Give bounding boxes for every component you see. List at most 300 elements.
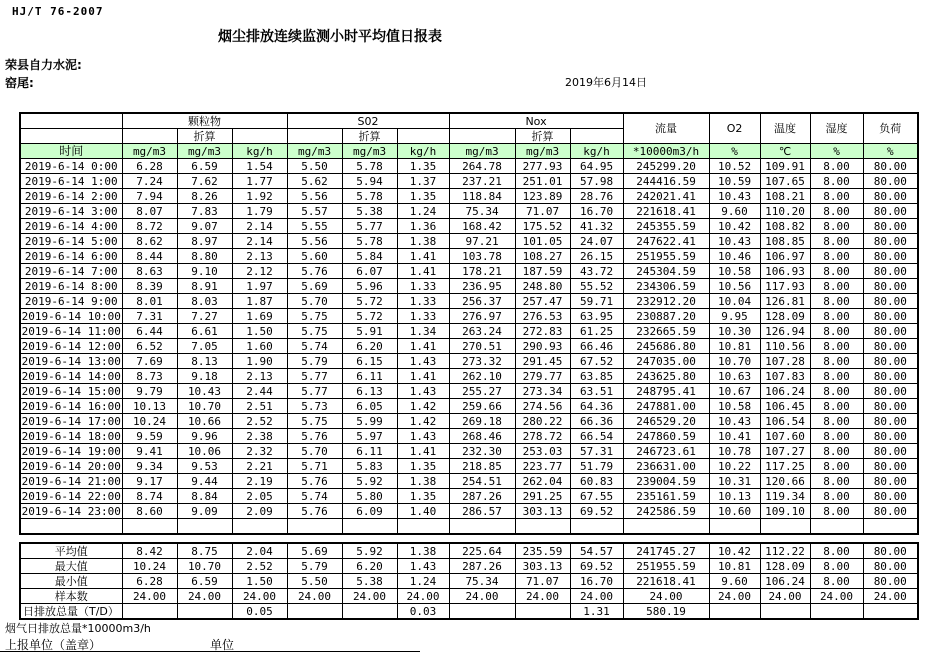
value-cell: 28.76	[570, 189, 623, 204]
value-cell: 276.53	[515, 309, 570, 324]
value-cell: 5.57	[287, 204, 342, 219]
value-cell: 7.05	[177, 339, 232, 354]
value-cell: 232912.20	[623, 294, 709, 309]
value-cell: 9.95	[709, 309, 760, 324]
time-cell: 2019-6-14 14:00	[21, 369, 121, 383]
value-cell: 6.11	[342, 444, 397, 459]
value-cell: 1.38	[397, 234, 449, 249]
value-cell: 109.10	[760, 504, 810, 519]
value-cell: 1.54	[232, 159, 287, 174]
value-cell: 5.38	[342, 204, 397, 219]
summary-value-cell: 69.52	[570, 559, 623, 574]
empty-cell	[177, 519, 232, 535]
value-cell: 110.56	[760, 339, 810, 354]
value-cell: 1.24	[397, 204, 449, 219]
value-cell: 5.76	[287, 429, 342, 444]
value-cell: 9.09	[177, 504, 232, 519]
summary-label: 平均值	[20, 543, 122, 559]
value-cell: 1.42	[397, 399, 449, 414]
value-cell: 1.43	[397, 429, 449, 444]
empty-row	[20, 519, 918, 535]
summary-value-cell: 580.19	[623, 604, 709, 620]
summary-value-cell: 1.24	[397, 574, 449, 589]
value-cell: 80.00	[863, 414, 918, 429]
value-cell: 5.80	[342, 489, 397, 504]
header-temperature: 温度	[760, 113, 810, 144]
header-blank	[397, 129, 449, 144]
value-cell: 103.78	[449, 249, 515, 264]
value-cell: 5.76	[287, 504, 342, 519]
value-cell: 80.00	[863, 189, 918, 204]
summary-value-cell	[810, 604, 863, 620]
value-cell: 66.54	[570, 429, 623, 444]
value-cell: 61.25	[570, 324, 623, 339]
value-cell: 120.66	[760, 474, 810, 489]
value-cell: 6.11	[342, 369, 397, 384]
value-cell: 80.00	[863, 309, 918, 324]
summary-value-cell: 24.00	[232, 589, 287, 604]
summary-value-cell: 8.00	[810, 574, 863, 589]
header-blank	[20, 129, 122, 144]
value-cell: 10.22	[709, 459, 760, 474]
value-cell: 55.52	[570, 279, 623, 294]
time-cell: 2019-6-14 17:00	[21, 414, 121, 428]
value-cell: 9.96	[177, 429, 232, 444]
value-cell: 10.66	[177, 414, 232, 429]
summary-value-cell: 71.07	[515, 574, 570, 589]
value-cell: 59.71	[570, 294, 623, 309]
value-cell: 8.00	[810, 204, 863, 219]
time-cell: 2019-6-14 18:00	[21, 429, 121, 443]
value-cell: 6.07	[342, 264, 397, 279]
summary-label: 日排放总量（T/D）	[20, 604, 122, 620]
value-cell: 57.98	[570, 174, 623, 189]
value-cell: 2.38	[232, 429, 287, 444]
value-cell: 236.95	[449, 279, 515, 294]
value-cell: 2.14	[232, 234, 287, 249]
unit-so2-converted-mgm3: mg/m3	[342, 144, 397, 159]
time-cell: 2019-6-14 11:00	[21, 324, 121, 338]
value-cell: 5.78	[342, 159, 397, 174]
value-cell: 80.00	[863, 369, 918, 384]
header-group-nox: Nox	[449, 113, 623, 129]
value-cell: 8.00	[810, 414, 863, 429]
time-cell: 2019-6-14 5:00	[20, 234, 122, 249]
report-date: 2019年6月14日	[565, 76, 647, 89]
summary-value-cell: 24.00	[623, 589, 709, 604]
value-cell: 8.97	[177, 234, 232, 249]
value-cell: 8.00	[810, 429, 863, 444]
unit-label: 单位	[210, 638, 235, 652]
header-blank	[122, 129, 177, 144]
value-cell: 5.77	[342, 219, 397, 234]
value-cell: 10.41	[709, 429, 760, 444]
value-cell: 270.51	[449, 339, 515, 354]
table-row	[20, 279, 918, 294]
header-blank	[570, 129, 623, 144]
empty-cell	[810, 519, 863, 535]
value-cell: 245304.59	[623, 264, 709, 279]
empty-cell	[122, 519, 177, 535]
table-row	[20, 159, 918, 174]
value-cell: 8.07	[122, 204, 177, 219]
time-cell: 2019-6-14 4:00	[20, 219, 122, 234]
value-cell: 8.72	[122, 219, 177, 234]
summary-value-cell: 24.00	[810, 589, 863, 604]
value-cell: 5.83	[342, 459, 397, 474]
value-cell: 1.41	[397, 339, 449, 354]
value-cell: 5.70	[287, 444, 342, 459]
value-cell: 107.60	[760, 429, 810, 444]
unit-nox-mgm3: mg/m3	[449, 144, 515, 159]
summary-value-cell: 0.05	[232, 604, 287, 620]
value-cell: 8.00	[810, 279, 863, 294]
summary-value-cell: 225.64	[449, 543, 515, 559]
value-cell: 106.93	[760, 264, 810, 279]
value-cell: 1.60	[232, 339, 287, 354]
value-cell: 8.00	[810, 384, 863, 399]
value-cell: 10.81	[709, 339, 760, 354]
value-cell: 2.32	[232, 444, 287, 459]
value-cell: 248795.41	[623, 384, 709, 399]
summary-value-cell: 221618.41	[623, 574, 709, 589]
value-cell: 80.00	[863, 384, 918, 399]
company-label: 荣县自力水泥:	[5, 58, 82, 72]
value-cell: 1.69	[232, 309, 287, 324]
value-cell: 10.58	[709, 399, 760, 414]
value-cell: 5.79	[287, 354, 342, 369]
value-cell: 8.84	[177, 489, 232, 504]
value-cell: 106.97	[760, 249, 810, 264]
summary-row	[20, 559, 918, 574]
summary-value-cell: 2.52	[232, 559, 287, 574]
summary-value-cell: 10.24	[122, 559, 177, 574]
value-cell: 235161.59	[623, 489, 709, 504]
table-row	[20, 174, 918, 189]
summary-value-cell: 9.60	[709, 574, 760, 589]
value-cell: 9.18	[177, 369, 232, 384]
value-cell: 9.41	[122, 444, 177, 459]
value-cell: 1.34	[397, 324, 449, 339]
summary-value-cell	[342, 604, 397, 620]
value-cell: 178.21	[449, 264, 515, 279]
value-cell: 8.00	[810, 444, 863, 459]
value-cell: 5.75	[287, 309, 342, 324]
value-cell: 246723.61	[623, 444, 709, 459]
value-cell: 5.56	[287, 189, 342, 204]
value-cell: 269.18	[449, 414, 515, 429]
summary-value-cell: 24.00	[760, 589, 810, 604]
value-cell: 63.51	[570, 384, 623, 399]
time-cell: 2019-6-14 16:00	[21, 399, 121, 413]
time-cell: 2019-6-14 22:00	[21, 489, 121, 503]
summary-value-cell: 24.00	[449, 589, 515, 604]
value-cell: 272.83	[515, 324, 570, 339]
value-cell: 10.78	[709, 444, 760, 459]
value-cell: 10.24	[122, 414, 177, 429]
value-cell: 8.00	[810, 324, 863, 339]
value-cell: 8.00	[810, 159, 863, 174]
value-cell: 6.61	[177, 324, 232, 339]
value-cell: 5.94	[342, 174, 397, 189]
value-cell: 10.58	[709, 264, 760, 279]
value-cell: 232665.59	[623, 324, 709, 339]
table-row	[20, 354, 918, 369]
time-cell: 2019-6-14 12:00	[21, 339, 121, 353]
value-cell: 5.75	[287, 324, 342, 339]
value-cell: 5.71	[287, 459, 342, 474]
empty-cell	[287, 519, 342, 535]
value-cell: 128.09	[760, 309, 810, 324]
value-cell: 8.00	[810, 234, 863, 249]
value-cell: 2.52	[232, 414, 287, 429]
value-cell: 101.05	[515, 234, 570, 249]
value-cell: 1.38	[397, 474, 449, 489]
header-units-row	[20, 144, 918, 159]
value-cell: 97.21	[449, 234, 515, 249]
time-cell: 2019-6-14 21:00	[21, 474, 121, 488]
value-cell: 80.00	[863, 219, 918, 234]
time-cell: 2019-6-14 7:00	[20, 264, 122, 279]
value-cell: 8.01	[122, 294, 177, 309]
value-cell: 1.35	[397, 459, 449, 474]
value-cell: 5.96	[342, 279, 397, 294]
value-cell: 6.15	[342, 354, 397, 369]
value-cell: 1.41	[397, 249, 449, 264]
value-cell: 291.25	[515, 489, 570, 504]
value-cell: 303.13	[515, 504, 570, 519]
value-cell: 43.72	[570, 264, 623, 279]
header-nox-converted: 折算	[515, 129, 570, 144]
summary-value-cell: 112.22	[760, 543, 810, 559]
empty-cell	[449, 519, 515, 535]
summary-value-cell	[863, 604, 918, 620]
summary-value-cell: 5.38	[342, 574, 397, 589]
value-cell: 108.21	[760, 189, 810, 204]
header-group-so2: S02	[287, 113, 449, 129]
value-cell: 107.83	[760, 369, 810, 384]
summary-value-cell: 241745.27	[623, 543, 709, 559]
table-row	[20, 414, 918, 429]
value-cell: 1.35	[397, 189, 449, 204]
value-cell: 8.63	[122, 264, 177, 279]
doc-code: HJ/T 76-2007	[12, 5, 104, 18]
value-cell: 290.93	[515, 339, 570, 354]
value-cell: 251.01	[515, 174, 570, 189]
empty-cell	[863, 519, 918, 535]
value-cell: 2.12	[232, 264, 287, 279]
value-cell: 10.67	[709, 384, 760, 399]
value-cell: 5.72	[342, 294, 397, 309]
value-cell: 10.46	[709, 249, 760, 264]
value-cell: 5.99	[342, 414, 397, 429]
value-cell: 1.50	[232, 324, 287, 339]
flow-note: 烟气日排放总量*10000m3/h	[5, 622, 151, 635]
summary-value-cell: 75.34	[449, 574, 515, 589]
value-cell: 6.28	[122, 159, 177, 174]
header-blank	[287, 129, 342, 144]
value-cell: 6.59	[177, 159, 232, 174]
value-cell: 8.44	[122, 249, 177, 264]
summary-value-cell: 303.13	[515, 559, 570, 574]
value-cell: 10.13	[709, 489, 760, 504]
value-cell: 10.43	[709, 189, 760, 204]
value-cell: 7.24	[122, 174, 177, 189]
value-cell: 80.00	[863, 339, 918, 354]
summary-value-cell	[709, 604, 760, 620]
summary-value-cell: 6.28	[122, 574, 177, 589]
value-cell: 279.77	[515, 369, 570, 384]
value-cell: 67.55	[570, 489, 623, 504]
summary-label: 最小值	[20, 574, 122, 589]
table-row	[20, 459, 918, 474]
value-cell: 10.59	[709, 174, 760, 189]
time-cell: 2019-6-14 2:00	[20, 189, 122, 204]
value-cell: 242021.41	[623, 189, 709, 204]
header-group-row	[20, 113, 918, 129]
summary-value-cell	[515, 604, 570, 620]
summary-value-cell: 1.50	[232, 574, 287, 589]
value-cell: 262.04	[515, 474, 570, 489]
value-cell: 234306.59	[623, 279, 709, 294]
summary-value-cell: 0.03	[397, 604, 449, 620]
value-cell: 8.00	[810, 489, 863, 504]
header-o2: O2	[709, 113, 760, 144]
time-cell: 2019-6-14 1:00	[20, 174, 122, 189]
time-cell: 2019-6-14 8:00	[20, 279, 122, 294]
value-cell: 8.00	[810, 249, 863, 264]
value-cell: 280.22	[515, 414, 570, 429]
value-cell: 5.60	[287, 249, 342, 264]
value-cell: 8.03	[177, 294, 232, 309]
summary-value-cell: 5.50	[287, 574, 342, 589]
value-cell: 6.09	[342, 504, 397, 519]
value-cell: 10.43	[709, 234, 760, 249]
time-cell: 2019-6-14 20:00	[21, 459, 121, 473]
value-cell: 80.00	[863, 279, 918, 294]
summary-value-cell: 10.42	[709, 543, 760, 559]
value-cell: 8.00	[810, 264, 863, 279]
value-cell: 106.54	[760, 414, 810, 429]
summary-value-cell: 24.00	[570, 589, 623, 604]
value-cell: 255.27	[449, 384, 515, 399]
table-row	[20, 339, 918, 354]
value-cell: 8.00	[810, 354, 863, 369]
value-cell: 10.56	[709, 279, 760, 294]
summary-value-cell	[760, 604, 810, 620]
value-cell: 57.31	[570, 444, 623, 459]
value-cell: 247035.00	[623, 354, 709, 369]
value-cell: 251955.59	[623, 249, 709, 264]
table-row	[20, 474, 918, 489]
value-cell: 247622.41	[623, 234, 709, 249]
value-cell: 9.17	[122, 474, 177, 489]
value-cell: 10.52	[709, 159, 760, 174]
value-cell: 8.00	[810, 174, 863, 189]
empty-cell	[20, 519, 122, 535]
summary-value-cell: 16.70	[570, 574, 623, 589]
value-cell: 276.97	[449, 309, 515, 324]
summary-value-cell: 10.70	[177, 559, 232, 574]
summary-value-cell: 106.24	[760, 574, 810, 589]
value-cell: 64.36	[570, 399, 623, 414]
value-cell: 256.37	[449, 294, 515, 309]
value-cell: 8.00	[810, 219, 863, 234]
value-cell: 1.43	[397, 354, 449, 369]
value-cell: 1.41	[397, 369, 449, 384]
time-cell: 2019-6-14 23:00	[21, 504, 121, 518]
value-cell: 8.60	[122, 504, 177, 519]
value-cell: 5.75	[287, 414, 342, 429]
value-cell: 26.15	[570, 249, 623, 264]
summary-value-cell: 24.00	[709, 589, 760, 604]
value-cell: 9.79	[122, 384, 177, 399]
value-cell: 75.34	[449, 204, 515, 219]
value-cell: 1.42	[397, 414, 449, 429]
summary-row	[20, 543, 918, 559]
header-humidity: 湿度	[810, 113, 863, 144]
table-row	[20, 399, 918, 414]
table-row	[20, 444, 918, 459]
summary-value-cell: 24.00	[342, 589, 397, 604]
header-flow: 流量	[623, 113, 709, 144]
header-pm-converted: 折算	[177, 129, 232, 144]
value-cell: 2.13	[232, 369, 287, 384]
value-cell: 109.91	[760, 159, 810, 174]
summary-value-cell: 5.69	[287, 543, 342, 559]
value-cell: 8.00	[810, 459, 863, 474]
value-cell: 262.10	[449, 369, 515, 384]
summary-value-cell: 80.00	[863, 559, 918, 574]
header-so2-converted: 折算	[342, 129, 397, 144]
value-cell: 287.26	[449, 489, 515, 504]
value-cell: 80.00	[863, 429, 918, 444]
value-cell: 126.94	[760, 324, 810, 339]
value-cell: 9.60	[709, 204, 760, 219]
value-cell: 108.85	[760, 234, 810, 249]
value-cell: 8.73	[122, 369, 177, 384]
value-cell: 245355.59	[623, 219, 709, 234]
time-cell: 2019-6-14 19:00	[21, 444, 121, 458]
value-cell: 2.14	[232, 219, 287, 234]
summary-value-cell: 24.00	[287, 589, 342, 604]
empty-cell	[232, 519, 287, 535]
value-cell: 80.00	[863, 174, 918, 189]
value-cell: 5.77	[287, 384, 342, 399]
time-cell: 2019-6-14 13:00	[21, 354, 121, 368]
time-cell: 2019-6-14 3:00	[20, 204, 122, 219]
value-cell: 80.00	[863, 294, 918, 309]
value-cell: 1.33	[397, 294, 449, 309]
summary-value-cell: 1.31	[570, 604, 623, 620]
value-cell: 8.62	[122, 234, 177, 249]
value-cell: 9.44	[177, 474, 232, 489]
value-cell: 1.92	[232, 189, 287, 204]
unit-load: %	[863, 144, 918, 159]
value-cell: 239004.59	[623, 474, 709, 489]
value-cell: 187.59	[515, 264, 570, 279]
value-cell: 1.43	[397, 384, 449, 399]
value-cell: 10.06	[177, 444, 232, 459]
value-cell: 2.19	[232, 474, 287, 489]
value-cell: 80.00	[863, 264, 918, 279]
table-row	[20, 324, 918, 339]
value-cell: 6.44	[122, 324, 177, 339]
summary-value-cell: 235.59	[515, 543, 570, 559]
value-cell: 268.46	[449, 429, 515, 444]
time-cell: 2019-6-14 0:00	[20, 159, 122, 174]
value-cell: 10.70	[709, 354, 760, 369]
